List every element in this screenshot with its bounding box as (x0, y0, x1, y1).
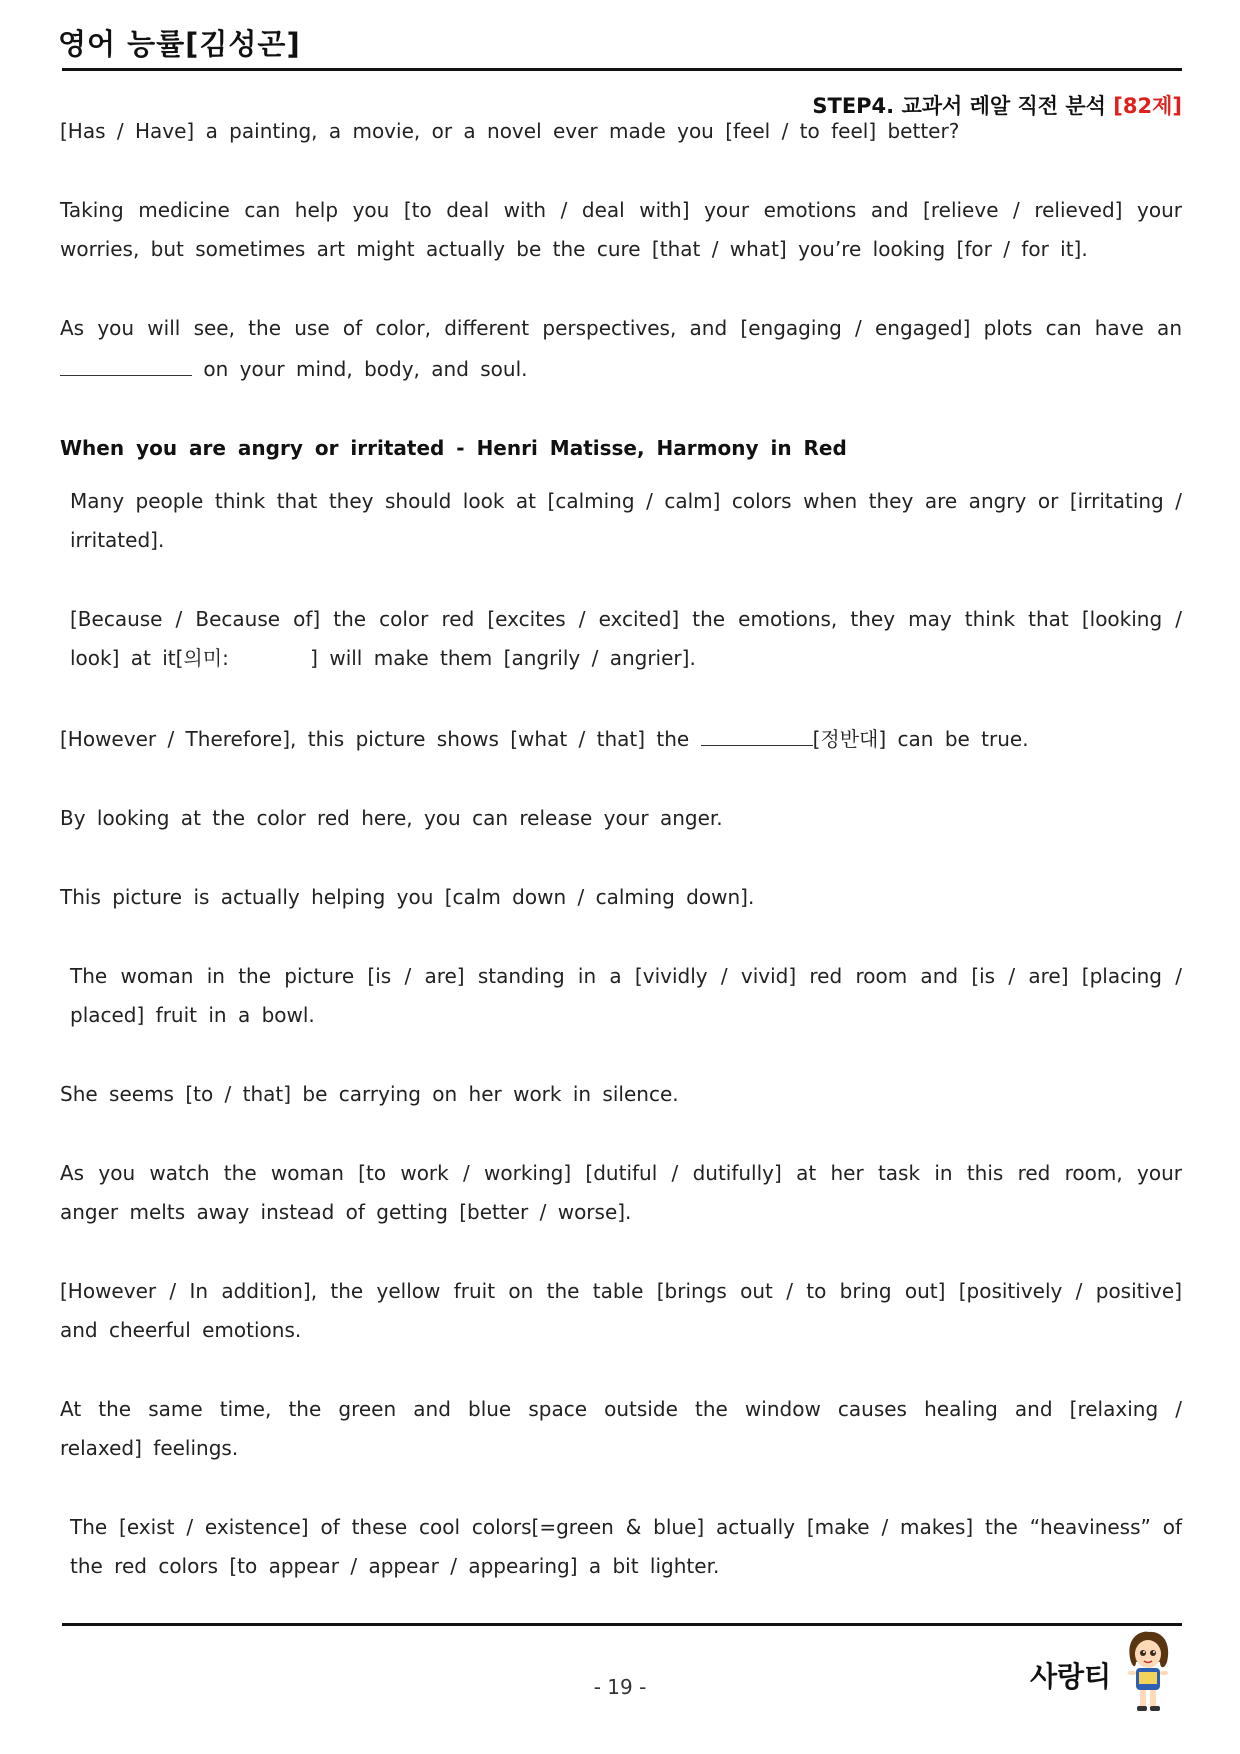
document-title: 영어 능률[김성곤] (58, 27, 301, 61)
worksheet-body (60, 112, 1182, 1626)
sentence-10: She seems [to / that] be carrying on her work in silence. (60, 1082, 679, 1106)
fill-blank-1[interactable] (60, 348, 192, 376)
footer-divider (62, 1623, 1182, 1626)
sentence-9: The woman in the picture [is / are] standing in a [vividly / vivid] red room and [is / are] [placing / placed] fruit in a bowl. (70, 964, 1182, 1027)
sentence-5-part-2: ] will make them [angrily / angrier]. (310, 646, 696, 670)
sentence-8: This picture is actually helping you [calm down / calming down]. (60, 885, 755, 909)
sentence-2: Taking medicine can help you [to deal with / deal with] your emotions and [relieve / relieved] your worries, but sometimes art might actually be the cure [that / what] you’re looking [for / for it]. (60, 198, 1182, 261)
question-count: [82제] (1113, 94, 1182, 118)
sentence-1: [Has / Have] a painting, a movie, or a novel ever made you [feel / to feel] better? (60, 119, 960, 143)
sentence-7: By looking at the color red here, you can release your anger. (60, 806, 723, 830)
sentence-3-part-2: on your mind, body, and soul. (192, 357, 528, 381)
sentence-4: Many people think that they should look at [calming / calm] colors when they are angry or [irritating / irritated]. (70, 489, 1182, 552)
sentence-12: [However / In addition], the yellow fruit on the table [brings out / to bring out] [positively / positive] and cheerful emotions. (60, 1279, 1182, 1342)
sentence-11: As you watch the woman [to work / working] [dutiful / dutifully] at her task in this red room, your anger melts away instead of getting [better / worse]. (60, 1161, 1182, 1224)
sentence-6-part-1: [However / Therefore], this picture shows [what / that] the (60, 727, 701, 751)
mascot-icon (1120, 1628, 1176, 1714)
section-heading: When you are angry or irritated - Henri Matisse, Harmony in Red (60, 436, 847, 460)
fill-blank-2[interactable] (701, 718, 813, 746)
sentence-5-part-1: [Because / Because of] the color red [excites / excited] the emotions, they may think that [looking / look] at it[의미: (70, 607, 1182, 670)
header-divider (62, 68, 1182, 71)
step-label-text: STEP4. 교과서 레알 직전 분석 (812, 94, 1106, 118)
sentence-6 (60, 718, 1182, 759)
sentence-5 (60, 600, 1182, 678)
brand-name: 사랑티 (1030, 1660, 1112, 1693)
sentence-6-part-2: [정반대] can be true. (812, 727, 1029, 751)
sentence-3 (60, 309, 1182, 389)
page-number: - 19 - (593, 1675, 647, 1699)
sentence-14: The [exist / existence] of these cool colors[=green & blue] actually [make / makes] the “heaviness” of the red colors [to appear / appear / appearing] a bit lighter. (70, 1515, 1182, 1578)
sentence-13: At the same time, the green and blue space outside the window causes healing and [relaxing / relaxed] feelings. (60, 1397, 1182, 1460)
sentence-3-part-1: As you will see, the use of color, different perspectives, and [engaging / engaged] plots can have an (60, 316, 1182, 340)
